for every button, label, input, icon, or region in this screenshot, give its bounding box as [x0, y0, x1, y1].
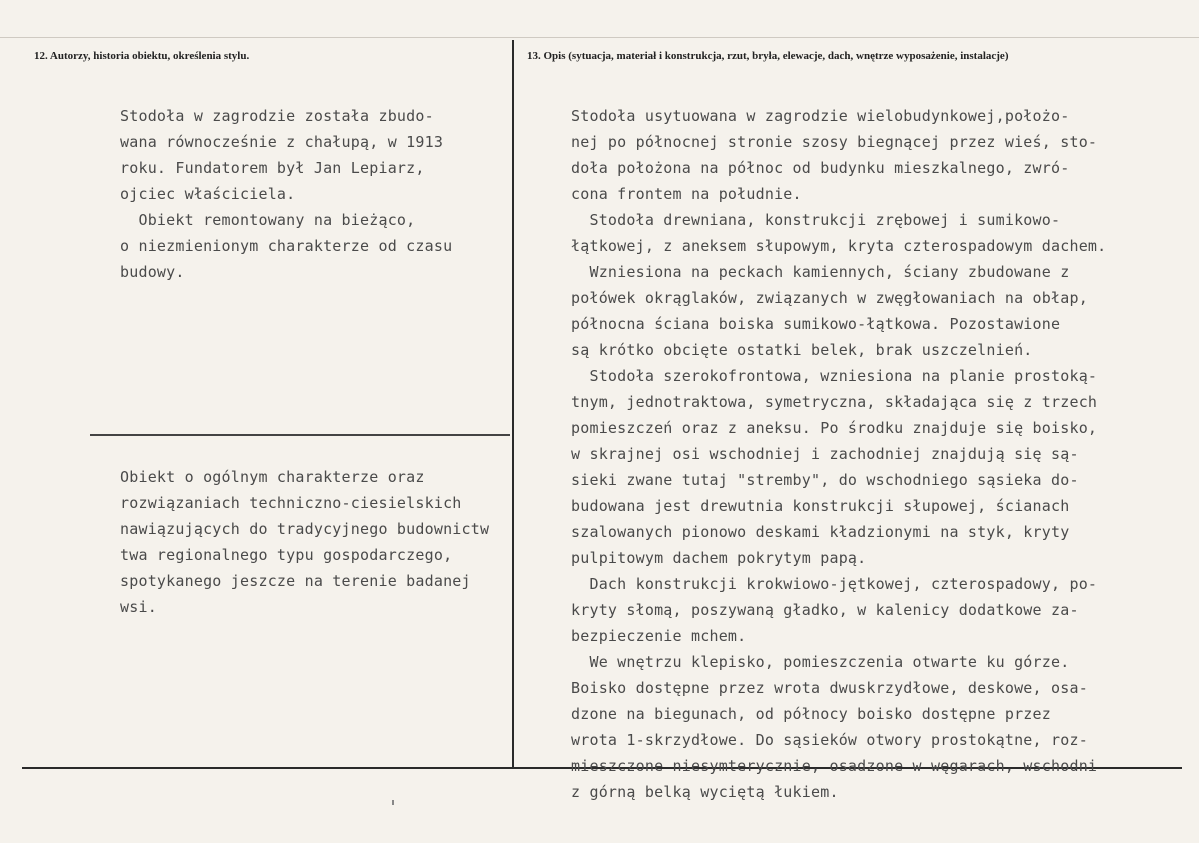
text-line: Obiekt remontowany na bieżąco, [120, 211, 416, 229]
text-line: doła położona na północ od budynku mieszkalnego, zwró- [571, 159, 1070, 177]
text-line: o niezmienionym charakterze od czasu [120, 237, 453, 255]
text-line: z górną belką wyciętą łukiem. [571, 783, 839, 801]
text-line: Boisko dostępne przez wrota dwuskrzydłowe, deskowe, osa- [571, 679, 1088, 697]
margin-mark [392, 800, 394, 805]
section-12-style-text [120, 464, 489, 620]
text-line: spotykanego jeszcze na terenie badanej [120, 572, 471, 590]
text-line: pomieszczeń oraz z aneksu. Po środku znajduje się boisko, [571, 419, 1098, 437]
section-13-header: 13. Opis (sytuacja, materiał i konstrukcja, rzut, bryła, elewacje, dach, wnętrze wyposażenie, instalacje) [527, 50, 1009, 62]
text-line: w skrajnej osi wschodniej i zachodniej znajdują się są- [571, 445, 1079, 463]
text-line: tnym, jednotraktowa, symetryczna, składająca się z trzech [571, 393, 1098, 411]
text-line: wrota 1-skrzydłowe. Do sąsieków otwory prostokątne, roz- [571, 731, 1088, 749]
text-line: nej po północnej stronie szosy biegnącej przez wieś, sto- [571, 133, 1098, 151]
text-line: roku. Fundatorem był Jan Lepiarz, [120, 159, 425, 177]
text-line: Stodoła drewniana, konstrukcji zrębowej i sumikowo- [571, 211, 1061, 229]
text-line: dzone na biegunach, od północy boisko dostępne przez [571, 705, 1051, 723]
column-divider [512, 40, 514, 768]
text-line: Wzniesiona na peckach kamiennych, ściany zbudowane z [571, 263, 1070, 281]
text-line: Obiekt o ogólnym charakterze oraz [120, 468, 425, 486]
text-line: wsi. [120, 598, 157, 616]
text-line: połówek okrąglaków, związanych w zwęgłowaniach na obłap, [571, 289, 1088, 307]
section-13-description-text [571, 103, 1106, 805]
section-12-header: 12. Autorzy, historia obiektu, określenia stylu. [34, 50, 250, 62]
text-line: twa regionalnego typu gospodarczego, [120, 546, 453, 564]
text-line: szalowanych pionowo deskami kładzionymi na styk, kryty [571, 523, 1070, 541]
text-line: Stodoła usytuowana w zagrodzie wielobudynkowej,położo- [571, 107, 1070, 125]
text-line: łątkowej, z aneksem słupowym, kryta czterospadowym dachem. [571, 237, 1107, 255]
text-line: Dach konstrukcji krokwiowo-jętkowej, czterospadowy, po- [571, 575, 1098, 593]
text-line: są krótko obcięte ostatki belek, brak uszczelnień. [571, 341, 1033, 359]
text-line: cona frontem na południe. [571, 185, 802, 203]
text-line: Stodoła w zagrodzie została zbudo- [120, 107, 434, 125]
section-12-divider [90, 434, 510, 436]
text-line: We wnętrzu klepisko, pomieszczenia otwarte ku górze. [571, 653, 1070, 671]
text-line: wana równocześnie z chałupą, w 1913 [120, 133, 444, 151]
text-line: nawiązujących do tradycyjnego budownictw [120, 520, 490, 538]
text-line: Stodoła szerokofrontowa, wzniesiona na planie prostoką- [571, 367, 1098, 385]
text-line: budowy. [120, 263, 185, 281]
section-12-history-text [120, 103, 452, 285]
text-line: budowana jest drewutnia konstrukcji słupowej, ścianach [571, 497, 1070, 515]
text-line: ojciec właściciela. [120, 185, 296, 203]
text-line: północna ściana boiska sumikowo-łątkowa. Pozostawione [571, 315, 1061, 333]
text-line: bezpieczenie mchem. [571, 627, 747, 645]
text-line: pulpitowym dachem pokrytym papą. [571, 549, 867, 567]
text-line: rozwiązaniach techniczno-ciesielskich [120, 494, 462, 512]
text-line: kryty słomą, poszywaną gładko, w kalenicy dodatkowe za- [571, 601, 1079, 619]
text-line: sieki zwane tutaj "stremby", do wschodniego sąsieka do- [571, 471, 1079, 489]
top-border [0, 37, 1199, 38]
text-line: mieszczone niesymterycznie, osadzone w węgarach, wschodni [571, 757, 1098, 775]
